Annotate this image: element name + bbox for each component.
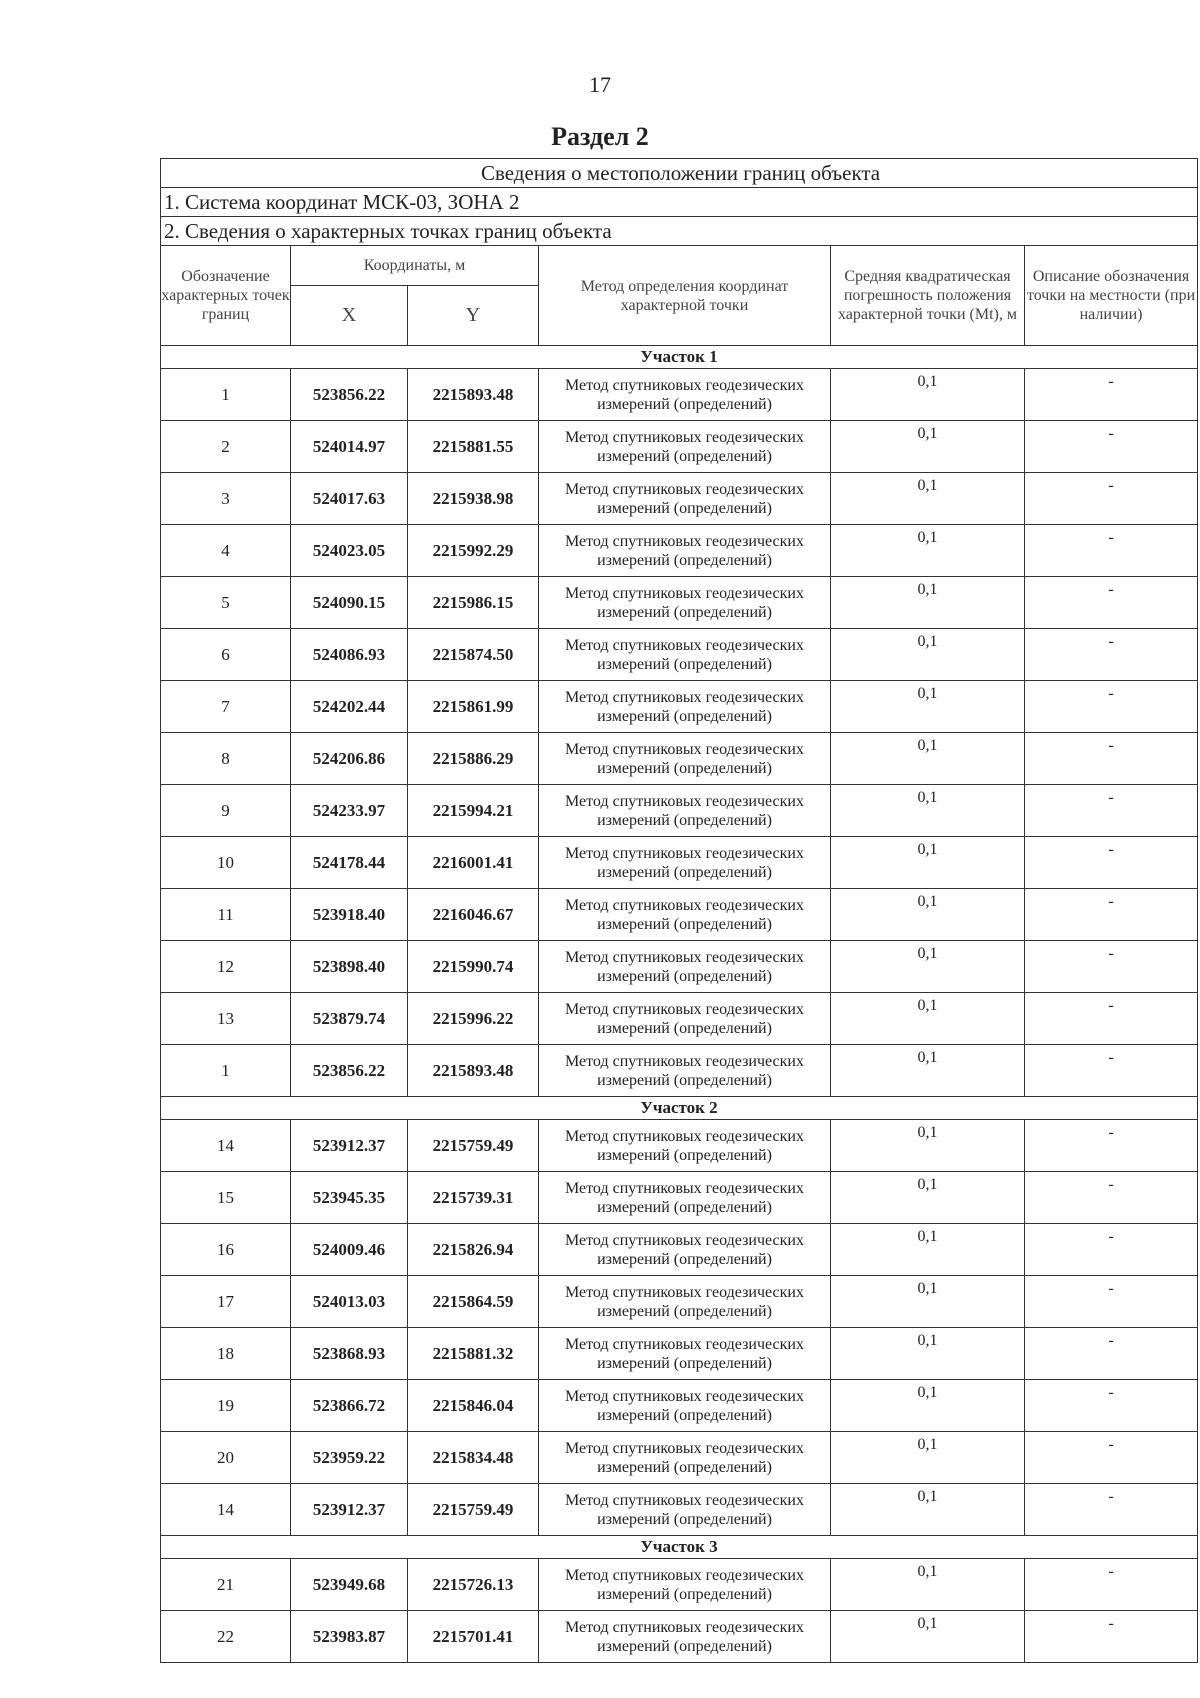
point-number-cell: 21	[161, 1559, 291, 1611]
table-row	[161, 577, 1198, 629]
description-cell: -	[1025, 837, 1198, 889]
section-title: Раздел 2	[551, 122, 649, 151]
point-number-cell: 14	[161, 1120, 291, 1172]
table-row	[161, 1484, 1198, 1536]
table-row	[161, 837, 1198, 889]
description-cell: -	[1025, 785, 1198, 837]
x-coordinate-cell: 523898.40	[291, 941, 408, 993]
accuracy-cell: 0,1	[831, 577, 1025, 629]
point-number-cell: 3	[161, 473, 291, 525]
x-coordinate-cell: 523879.74	[291, 993, 408, 1045]
accuracy-cell: 0,1	[831, 1172, 1025, 1224]
y-coordinate-cell: 2215986.15	[408, 577, 539, 629]
section-heading: Участок 1	[161, 346, 1198, 369]
x-coordinate-cell: 524086.93	[291, 629, 408, 681]
x-coordinate-cell: 524023.05	[291, 525, 408, 577]
description-cell: -	[1025, 629, 1198, 681]
table-row	[161, 421, 1198, 473]
y-coordinate-cell: 2215990.74	[408, 941, 539, 993]
y-coordinate-cell: 2215726.13	[408, 1559, 539, 1611]
table-row	[161, 785, 1198, 837]
method-cell: Метод спутниковых геодезических измерений (определений)	[539, 525, 831, 577]
point-number-cell: 10	[161, 837, 291, 889]
point-number-cell: 20	[161, 1432, 291, 1484]
point-number-cell: 2	[161, 421, 291, 473]
method-cell: Метод спутниковых геодезических измерений (определений)	[539, 1432, 831, 1484]
description-cell: -	[1025, 681, 1198, 733]
accuracy-cell: 0,1	[831, 1328, 1025, 1380]
boundary-points-table	[160, 158, 1198, 1663]
y-coordinate-cell: 2215938.98	[408, 473, 539, 525]
description-cell: -	[1025, 1559, 1198, 1611]
y-coordinate-cell: 2215864.59	[408, 1276, 539, 1328]
accuracy-cell: 0,1	[831, 1224, 1025, 1276]
table-row	[161, 1611, 1198, 1663]
accuracy-cell: 0,1	[831, 1432, 1025, 1484]
header-y: Y	[408, 286, 539, 346]
table-row	[161, 889, 1198, 941]
table-row	[161, 1380, 1198, 1432]
point-number-cell: 13	[161, 993, 291, 1045]
x-coordinate-cell: 524009.46	[291, 1224, 408, 1276]
table-row	[161, 1172, 1198, 1224]
point-number-cell: 8	[161, 733, 291, 785]
table-row	[161, 941, 1198, 993]
table-row	[161, 1328, 1198, 1380]
description-cell: -	[1025, 1611, 1198, 1663]
y-coordinate-cell: 2215701.41	[408, 1611, 539, 1663]
description-cell: -	[1025, 1380, 1198, 1432]
header-accuracy: Средняя квадратическая погрешность положения характерной точки (Mt), м	[831, 246, 1025, 346]
accuracy-cell: 0,1	[831, 993, 1025, 1045]
point-number-cell: 6	[161, 629, 291, 681]
y-coordinate-cell: 2215994.21	[408, 785, 539, 837]
description-cell: -	[1025, 1120, 1198, 1172]
description-cell: -	[1025, 1045, 1198, 1097]
description-cell: -	[1025, 993, 1198, 1045]
table-row	[161, 369, 1198, 421]
description-cell: -	[1025, 421, 1198, 473]
point-number-cell: 11	[161, 889, 291, 941]
accuracy-cell: 0,1	[831, 785, 1025, 837]
table-row	[161, 525, 1198, 577]
y-coordinate-cell: 2216046.67	[408, 889, 539, 941]
x-coordinate-cell: 524206.86	[291, 733, 408, 785]
x-coordinate-cell: 523868.93	[291, 1328, 408, 1380]
accuracy-cell: 0,1	[831, 473, 1025, 525]
method-cell: Метод спутниковых геодезических измерений (определений)	[539, 837, 831, 889]
accuracy-cell: 0,1	[831, 1559, 1025, 1611]
method-cell: Метод спутниковых геодезических измерений (определений)	[539, 889, 831, 941]
accuracy-cell: 0,1	[831, 941, 1025, 993]
method-cell: Метод спутниковых геодезических измерений (определений)	[539, 681, 831, 733]
accuracy-cell: 0,1	[831, 369, 1025, 421]
method-cell: Метод спутниковых геодезических измерений (определений)	[539, 993, 831, 1045]
description-cell: -	[1025, 1328, 1198, 1380]
table-row	[161, 681, 1198, 733]
accuracy-cell: 0,1	[831, 629, 1025, 681]
table-row	[161, 733, 1198, 785]
point-number-cell: 12	[161, 941, 291, 993]
table-title: Сведения о местоположении границ объекта	[161, 159, 1198, 188]
description-cell: -	[1025, 1276, 1198, 1328]
description-cell: -	[1025, 577, 1198, 629]
y-coordinate-cell: 2215846.04	[408, 1380, 539, 1432]
accuracy-cell: 0,1	[831, 733, 1025, 785]
accuracy-cell: 0,1	[831, 1611, 1025, 1663]
table-row	[161, 473, 1198, 525]
y-coordinate-cell: 2215992.29	[408, 525, 539, 577]
method-cell: Метод спутниковых геодезических измерений (определений)	[539, 1276, 831, 1328]
y-coordinate-cell: 2215886.29	[408, 733, 539, 785]
method-cell: Метод спутниковых геодезических измерений (определений)	[539, 1484, 831, 1536]
x-coordinate-cell: 523856.22	[291, 369, 408, 421]
accuracy-cell: 0,1	[831, 1120, 1025, 1172]
table-row	[161, 1559, 1198, 1611]
y-coordinate-cell: 2216001.41	[408, 837, 539, 889]
point-number-cell: 9	[161, 785, 291, 837]
point-number-cell: 1	[161, 369, 291, 421]
x-coordinate-cell: 523912.37	[291, 1120, 408, 1172]
points-heading: 2. Сведения о характерных точках границ объекта	[161, 217, 1198, 246]
point-number-cell: 4	[161, 525, 291, 577]
point-number-cell: 7	[161, 681, 291, 733]
method-cell: Метод спутниковых геодезических измерений (определений)	[539, 421, 831, 473]
section-heading: Участок 3	[161, 1536, 1198, 1559]
accuracy-cell: 0,1	[831, 837, 1025, 889]
method-cell: Метод спутниковых геодезических измерений (определений)	[539, 629, 831, 681]
y-coordinate-cell: 2215739.31	[408, 1172, 539, 1224]
method-cell: Метод спутниковых геодезических измерений (определений)	[539, 1045, 831, 1097]
header-x: X	[291, 286, 408, 346]
x-coordinate-cell: 524090.15	[291, 577, 408, 629]
table-row	[161, 1224, 1198, 1276]
section-heading: Участок 2	[161, 1097, 1198, 1120]
x-coordinate-cell: 523866.72	[291, 1380, 408, 1432]
method-cell: Метод спутниковых геодезических измерений (определений)	[539, 941, 831, 993]
table-row	[161, 1045, 1198, 1097]
accuracy-cell: 0,1	[831, 1380, 1025, 1432]
x-coordinate-cell: 524233.97	[291, 785, 408, 837]
header-method: Метод определения координат характерной точки	[539, 246, 831, 346]
x-coordinate-cell: 523912.37	[291, 1484, 408, 1536]
y-coordinate-cell: 2215759.49	[408, 1120, 539, 1172]
method-cell: Метод спутниковых геодезических измерений (определений)	[539, 785, 831, 837]
accuracy-cell: 0,1	[831, 1484, 1025, 1536]
method-cell: Метод спутниковых геодезических измерений (определений)	[539, 1559, 831, 1611]
y-coordinate-cell: 2215759.49	[408, 1484, 539, 1536]
point-number-cell: 15	[161, 1172, 291, 1224]
point-number-cell: 17	[161, 1276, 291, 1328]
description-cell: -	[1025, 1484, 1198, 1536]
point-number-cell: 5	[161, 577, 291, 629]
point-number-cell: 22	[161, 1611, 291, 1663]
y-coordinate-cell: 2215826.94	[408, 1224, 539, 1276]
description-cell: -	[1025, 369, 1198, 421]
method-cell: Метод спутниковых геодезических измерений (определений)	[539, 1172, 831, 1224]
method-cell: Метод спутниковых геодезических измерений (определений)	[539, 1120, 831, 1172]
method-cell: Метод спутниковых геодезических измерений (определений)	[539, 1328, 831, 1380]
x-coordinate-cell: 524017.63	[291, 473, 408, 525]
method-cell: Метод спутниковых геодезических измерений (определений)	[539, 1380, 831, 1432]
x-coordinate-cell: 523856.22	[291, 1045, 408, 1097]
x-coordinate-cell: 523983.87	[291, 1611, 408, 1663]
header-description: Описание обозначения точки на местности (при наличии)	[1025, 246, 1198, 346]
method-cell: Метод спутниковых геодезических измерений (определений)	[539, 733, 831, 785]
point-number-cell: 18	[161, 1328, 291, 1380]
method-cell: Метод спутниковых геодезических измерений (определений)	[539, 1224, 831, 1276]
x-coordinate-cell: 524202.44	[291, 681, 408, 733]
table-row	[161, 629, 1198, 681]
method-cell: Метод спутниковых геодезических измерений (определений)	[539, 577, 831, 629]
table-row	[161, 1276, 1198, 1328]
table-row	[161, 1432, 1198, 1484]
accuracy-cell: 0,1	[831, 1276, 1025, 1328]
accuracy-cell: 0,1	[831, 421, 1025, 473]
accuracy-cell: 0,1	[831, 1045, 1025, 1097]
y-coordinate-cell: 2215861.99	[408, 681, 539, 733]
header-coordinates: Координаты, м	[291, 246, 539, 286]
description-cell: -	[1025, 733, 1198, 785]
y-coordinate-cell: 2215881.32	[408, 1328, 539, 1380]
description-cell: -	[1025, 525, 1198, 577]
coordinate-system: 1. Система координат МСК-03, ЗОНА 2	[161, 188, 1198, 217]
header-designation: Обозначение характерных точек границ	[161, 246, 291, 346]
description-cell: -	[1025, 1432, 1198, 1484]
description-cell: -	[1025, 1172, 1198, 1224]
x-coordinate-cell: 523949.68	[291, 1559, 408, 1611]
method-cell: Метод спутниковых геодезических измерений (определений)	[539, 473, 831, 525]
accuracy-cell: 0,1	[831, 525, 1025, 577]
method-cell: Метод спутниковых геодезических измерений (определений)	[539, 1611, 831, 1663]
y-coordinate-cell: 2215834.48	[408, 1432, 539, 1484]
description-cell: -	[1025, 1224, 1198, 1276]
description-cell: -	[1025, 473, 1198, 525]
table-row	[161, 993, 1198, 1045]
page-number: 17	[589, 72, 611, 97]
y-coordinate-cell: 2215874.50	[408, 629, 539, 681]
y-coordinate-cell: 2215893.48	[408, 369, 539, 421]
point-number-cell: 14	[161, 1484, 291, 1536]
accuracy-cell: 0,1	[831, 681, 1025, 733]
x-coordinate-cell: 524014.97	[291, 421, 408, 473]
y-coordinate-cell: 2215996.22	[408, 993, 539, 1045]
y-coordinate-cell: 2215893.48	[408, 1045, 539, 1097]
x-coordinate-cell: 524178.44	[291, 837, 408, 889]
x-coordinate-cell: 523959.22	[291, 1432, 408, 1484]
accuracy-cell: 0,1	[831, 889, 1025, 941]
x-coordinate-cell: 523945.35	[291, 1172, 408, 1224]
point-number-cell: 16	[161, 1224, 291, 1276]
table-row	[161, 1120, 1198, 1172]
point-number-cell: 1	[161, 1045, 291, 1097]
point-number-cell: 19	[161, 1380, 291, 1432]
x-coordinate-cell: 523918.40	[291, 889, 408, 941]
description-cell: -	[1025, 889, 1198, 941]
description-cell: -	[1025, 941, 1198, 993]
method-cell: Метод спутниковых геодезических измерений (определений)	[539, 369, 831, 421]
y-coordinate-cell: 2215881.55	[408, 421, 539, 473]
x-coordinate-cell: 524013.03	[291, 1276, 408, 1328]
